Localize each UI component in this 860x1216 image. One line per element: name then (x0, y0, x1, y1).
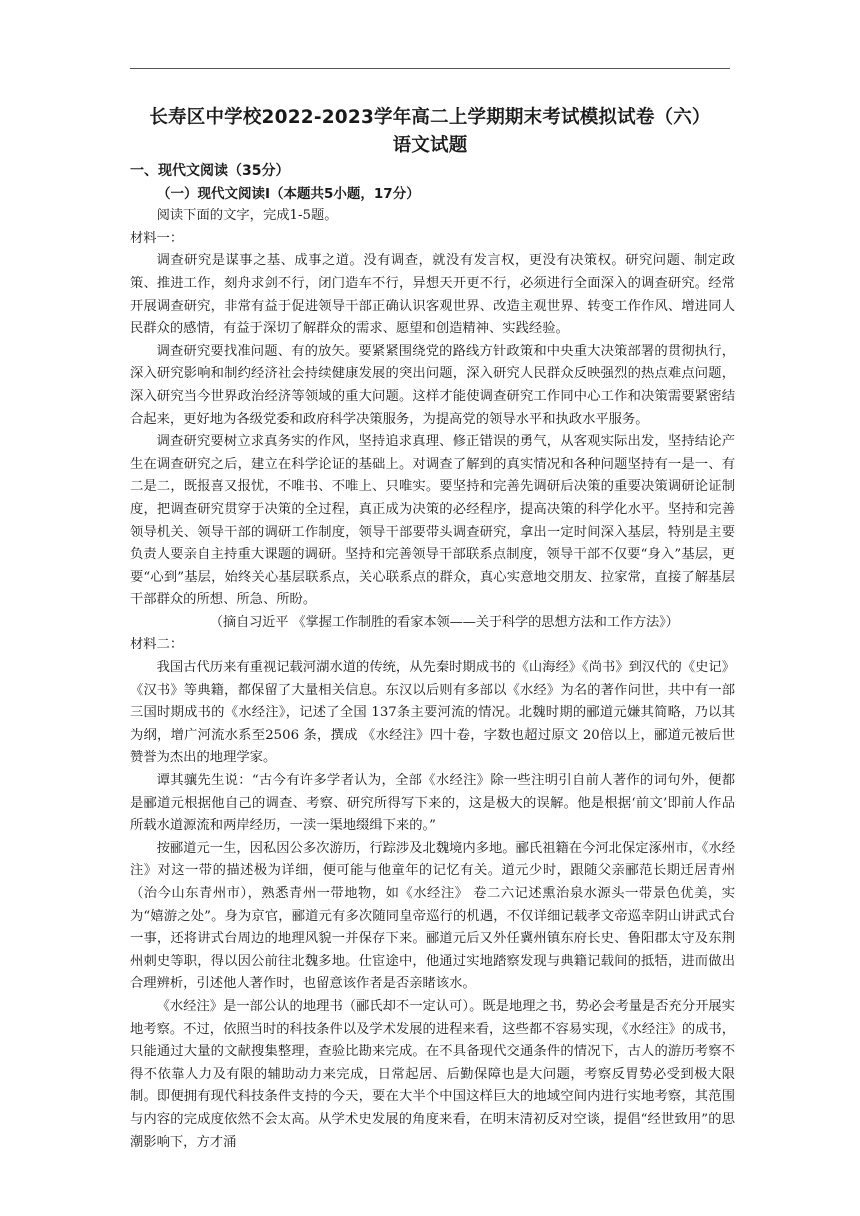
material-label: 材料二： (130, 637, 184, 653)
paragraph: 谭其骧先生说：“古今有许多学者认为，全部《水经注》除一些注明引自前人著作的词句外，便都是郦道元根据他自己的调查、考察、研究所得写下来的，这是极大的误解。他是根据‘前文’即前人作品所载水道源流和两岸经历，一渎一渠地缀缉下来的。” (130, 773, 735, 834)
document-body (130, 160, 735, 1154)
exam-title: 长寿区中学校2022-2023学年高二上学期期末考试模拟试卷（六） (149, 107, 711, 128)
source-citation: （摘自习近平 《掌握工作制胜的看家本领——关于科学的思想方法和工作方法》） (209, 614, 679, 630)
reading-instruction: 阅读下面的文字，完成1-5题。 (156, 208, 338, 224)
header-rule (130, 68, 730, 69)
paragraph: 调查研究要树立求真务实的作风，坚持追求真理、修正错误的勇气，从客观实际出发，坚持结论产生在调查研究之后，建立在科学论证的基础上。对调查了解到的真实情况和各种问题坚持有一是一、有二是二，既报喜又报忧，不唯书、不唯上、只唯实。要坚持和完善先调研后决策的重要决策调研论证制度，把调查研究贯穿于决策的全过程，真正成为决策的必经程序，提高决策的科学化水平。坚持和完善领导机关、领导干部的调研工作制度，领导干部要带头调查研究，拿出一定时间深入基层，特别是主要负责人要亲自主持重大课题的调研。坚持和完善领导干部联系点制度，领导干部不仅要“身入”基层，更要“心到”基层，始终关心基层联系点，关心联系点的群众，真心实意地交朋友、拉家常，直接了解基层干部群众的所想、所急、所盼。 (130, 434, 735, 608)
exam-subtitle: 语文试题 (392, 135, 468, 156)
material-label: 材料一： (130, 230, 184, 246)
section-heading: 一、现代文阅读（35分） (130, 163, 290, 179)
paragraph: 《水经注》是一部公认的地理书（郦氏却不一定认可）。既是地理之书，势必会考量是否充分开展实地考察。不过，依照当时的科技条件以及学术发展的进程来看，这些都不容易实现，《水经注》的成书，只能通过大量的文献搜集整理，查验比勘来完成。在不具备现代交通条件的情况下，古人的游历考察不得不依靠人力及有限的辅助动力来完成，日常起居、后勤保障也是大问题，考察反胃势必受到极大限制。即便拥有现代科技条件支持的今天，要在大半个中国这样巨大的地域空间内进行实地考察，其范围与内容的完成度依然不会太高。从学术史发展的角度来看，在明末清初反对空谈，提倡“经世致用”的思潮影响下，方才涌 (130, 998, 736, 1150)
paragraph: 调查研究要找准问题、有的放矢。要紧紧围绕党的路线方针政策和中央重大决策部署的贯彻执行，深入研究影响和制约经济社会持续健康发展的突出问题，深入研究人民群众反映强烈的热点难点问题，深入研究当今世界政治经济等领域的重大问题。这样才能使调查研究工作同中心工作和决策需要紧密结合起来，更好地为各级党委和政府科学决策服务，为提高党的领导水平和执政水平服务。 (130, 343, 735, 427)
paragraph: 调查研究是谋事之基、成事之道。没有调查，就没有发言权，更没有决策权。研究问题、制定政策、推进工作，刻舟求剑不行，闭门造车不行，异想天开更不行，必须进行全面深入的调查研究。经常开展调查研究，非常有益于促进领导干部正确认识客观世界、改造主观世界、转变工作作风、增进同人民群众的感情，有益于深切了解群众的需求、愿望和创造精神、实践经验。 (130, 253, 735, 337)
paragraph: 按郦道元一生，因私因公多次游历，行踪涉及北魏境内多地。郦氏祖籍在今河北保定涿州市，《水经注》对这一带的描述极为详细，便可能与他童年的记忆有关。道元少时，跟随父亲郦范长期迁居青州（治今山东青州市），熟悉青州一带地物，如《水经注》 卷二六记述熏治泉水源头一带景色优美，实为“嬉游之处”。身为京官，郦道元有多次随同皇帝巡行的机遇，不仅详细记载孝文帝巡幸阴山讲武式台一事，还将讲式台周边的地理风貌一并保存下来。郦道元后又外任冀州镇东府长史、鲁阳郡太守及东荆州刺史等职，得以因公前往北魏多地。仕宦途中，他通过实地踏察发现与典籍记载间的抵牾，进而做出合理辨析，引述他人著作时，也留意该作者是否亲睹该水。 (130, 840, 736, 992)
subsection-heading: （一）现代文阅读Ⅰ（本题共5小题，17分） (157, 185, 420, 202)
paragraph: 我国古代历来有重视记载河湖水道的传统，从先秦时期成书的《山海经》《尚书》到汉代的《史记》《汉书》等典籍，都保留了大量相关信息。东汉以后则有多部以《水经》为名的著作问世，共中有一部三国时期成书的《水经注》，记述了全国 137条主要河流的情况。北魏时期的郦道元嫌其简略，乃以其为纲，增广河流水系至2506 条，撰成 《水经注》四十卷，字数也超过原文 20倍以上，郦道元被后世赞誉为杰出的地理学家。 (130, 660, 736, 766)
